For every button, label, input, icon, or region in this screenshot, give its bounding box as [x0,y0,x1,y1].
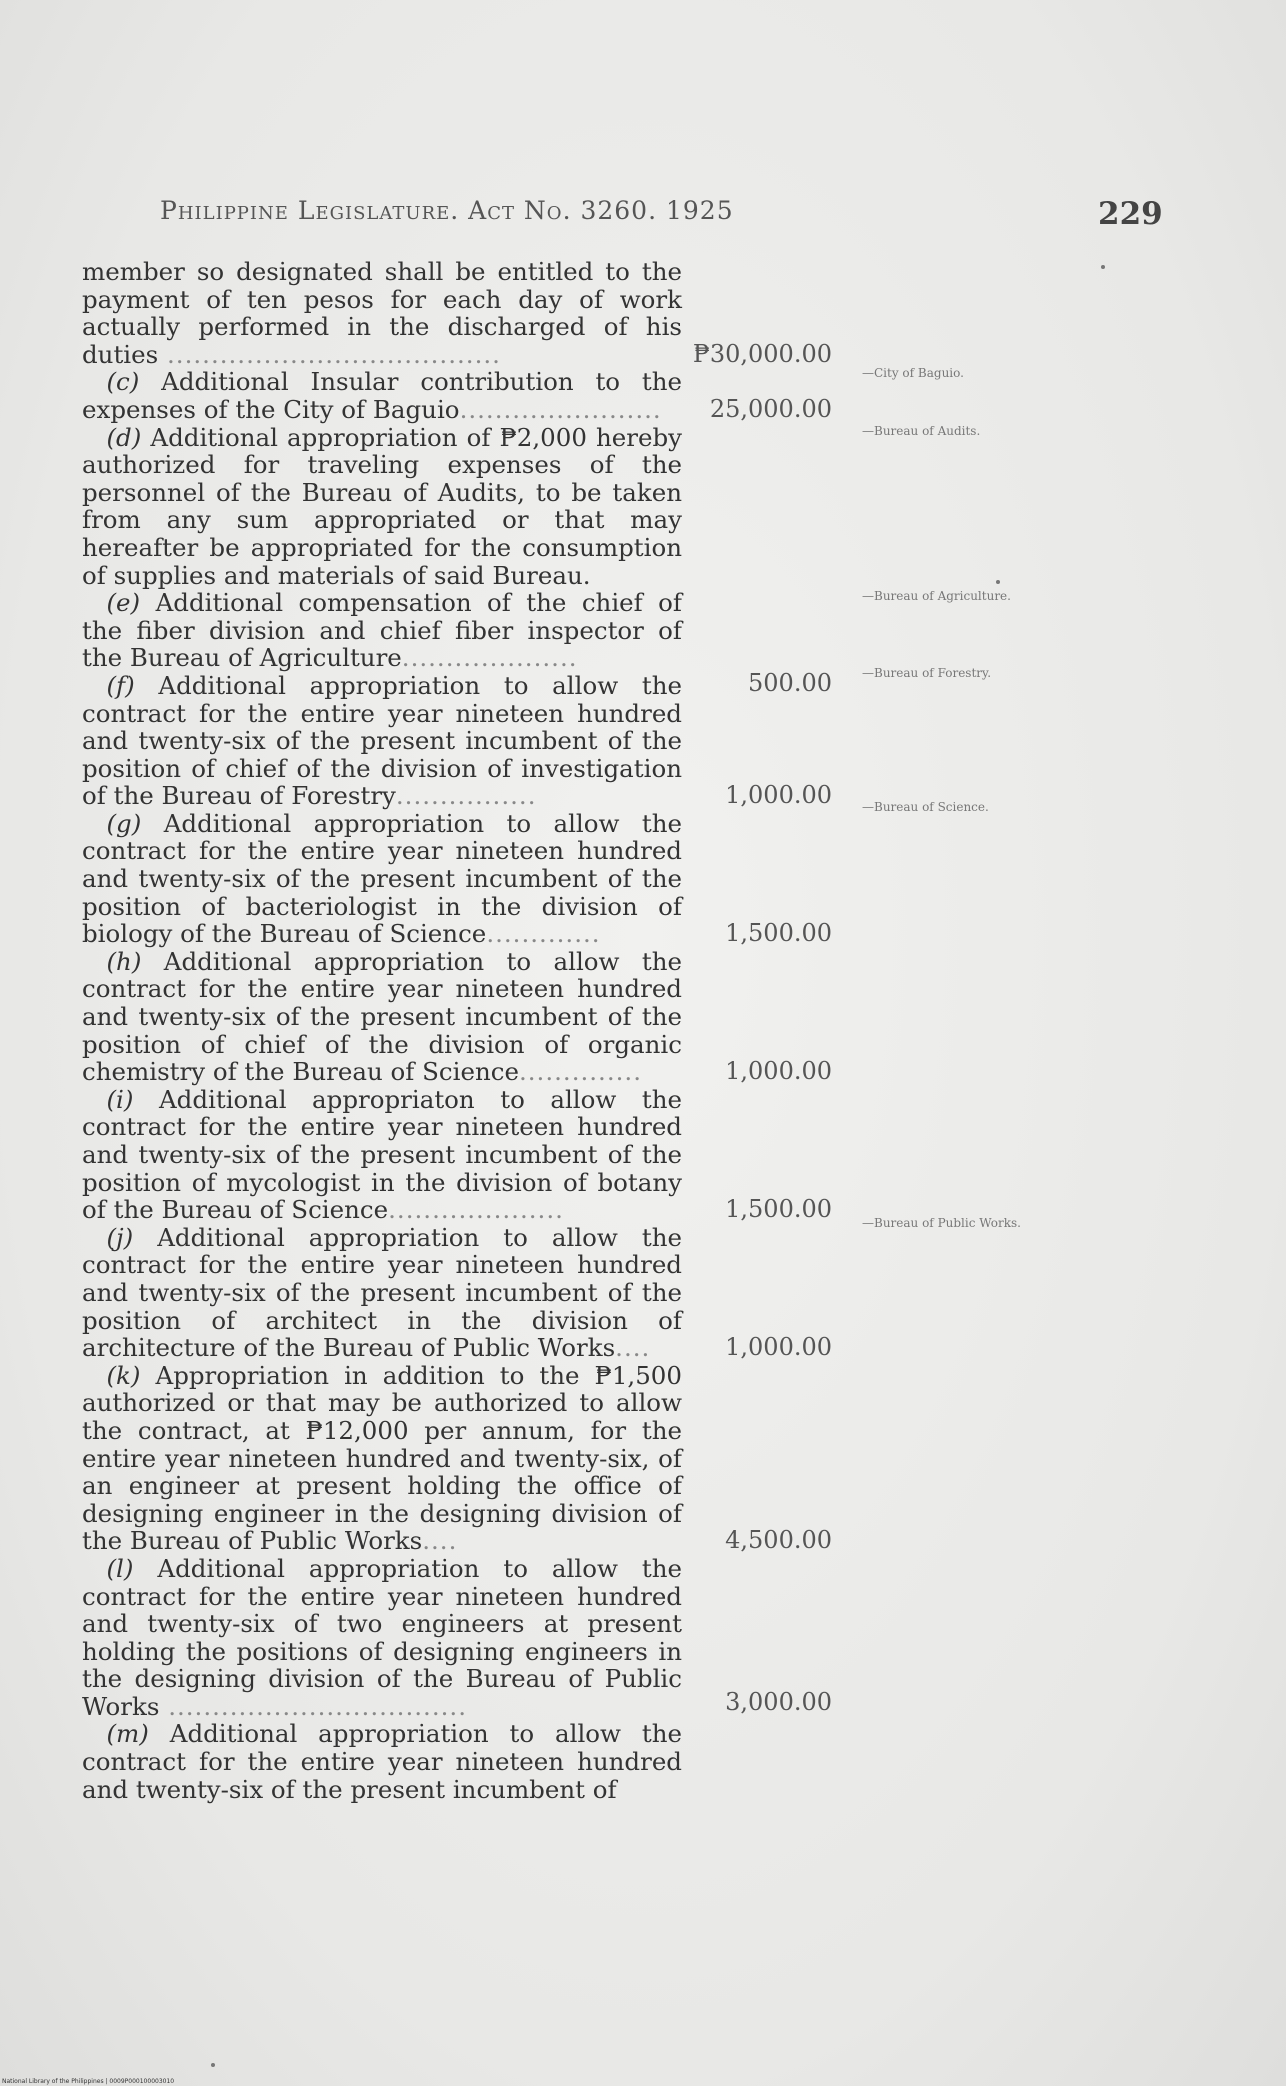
item-label: (l) [106,1553,134,1583]
appropriation-amount: 1,500.00 [725,1195,832,1224]
paragraph-text: member so designated shall be entitled to the payment of ten pesos for each day of work actually performed in the discharged of his duties [82,257,682,369]
appropriation-amount: 25,000.00 [709,394,832,423]
appropriation-amount: ₱30,000.00 [692,339,832,368]
item-label: (e) [106,588,141,618]
running-header: Philippine Legislature. Act No. 3260. 1925 [160,196,734,225]
paragraph-c [82,368,1212,423]
appropriation-amount: 1,000.00 [725,1057,832,1086]
paragraph-text: Additional Insular contribution to the expenses of the City of Baguio [82,367,682,424]
paragraph-d [82,424,1212,590]
appropriation-amount: 500.00 [748,669,832,698]
leader-dots: .... [615,1333,651,1363]
page-number: 229 [1098,196,1163,232]
paragraph-h [82,948,1212,1086]
paragraph-text: Additional appropriation to allow the contract for the entire year nineteen hundred and twenty-six of the present incumbent of [82,1719,683,1804]
paragraph-j [82,1215,1212,1363]
paragraph-text: Additional appropriation to allow the contract for the entire year nineteen hundred and twenty-six of two engineers at present holding the positions of designing engineers in the designing division of the Bureau of Public Works [82,1553,682,1721]
paragraph-text: Additional appropriation to allow the contract for the entire year nineteen hundred and twenty-six of the present incumbent of the position of chief of the division of organic chemistry of the Bureau of Science [82,946,682,1087]
leader-dots: .... [422,1526,458,1556]
item-label: (g) [106,808,142,838]
item-label: (h) [106,946,142,976]
item-label: (f) [106,670,135,700]
paragraph-i [82,1086,1212,1224]
leader-dots: .............. [518,1057,642,1087]
paragraph-f [82,665,1212,811]
scan-footer: National Library of the Philippines | 0009P000100003010 [2,2078,175,2085]
margin-note: —Bureau of Audits. [862,423,981,438]
leader-dots: .................... [401,643,578,673]
paragraph-g [82,799,1212,949]
margin-note: —Bureau of Forestry. [862,665,992,680]
paragraph-m [82,1720,1212,1803]
paragraph-text: Appropriation in addition to the ₱1,500 authorized or that may be authorized to allow the contract, at ₱12,000 per annum, for the entire year nineteen hundred and twenty-six, of an engineer at present holding the office of designing engineer in the designing division of the Bureau of Public Works [82,1360,682,1556]
paragraph-text: Additional appropriation to allow the contract for the entire year nineteen hundred and twenty-six of the present incumbent of the position of chief of the division of investigation of the Bureau of Forestry [82,670,682,811]
leader-dots: ....................... [459,394,662,424]
item-label: (c) [106,367,140,397]
appropriation-amount: 3,000.00 [725,1687,832,1716]
paragraph-text: Additional appropriation of ₱2,000 hereby authorized for traveling expenses of the personnel of the Bureau of Audits, to be taken from any sum appropriated or that may hereafter be appropriated for the consumption of supplies and materials of said Bureau. [82,422,682,590]
appropriation-amount: 1,000.00 [725,1333,832,1362]
item-label: (k) [106,1360,141,1390]
leader-dots: .................... [388,1195,564,1225]
appropriation-amount: 1,500.00 [725,919,832,948]
margin-note: —Bureau of Agriculture. [862,589,1011,604]
page-body [82,258,1212,1803]
paragraph-text: Additional appropriation to allow the contract for the entire year nineteen hundred and twenty-six of the present incumbent of the position of architect in the division of architecture of the Bureau of Public Works [82,1222,682,1363]
appropriation-amount: 1,000.00 [725,781,832,810]
paragraph-text: Additional compensation of the chief of the fiber division and chief fiber inspector of the Bureau of Agriculture [82,588,682,673]
paragraph-text: Additional appropriaton to allow the contract for the entire year nineteen hundred and twenty-six of the present incumbent of the position of mycologist in the division of botany of the Bureau of Science [82,1084,682,1225]
leader-dots: ................ [395,781,537,811]
leader-dots: ............. [486,919,601,949]
item-label: (i) [106,1084,134,1114]
appropriation-amount: 4,500.00 [725,1526,832,1555]
paragraph-k [82,1362,1212,1555]
leader-dots: .................................. [159,1691,467,1721]
scan-speck [1101,265,1105,269]
paragraph-l [82,1555,1212,1721]
item-label: (m) [106,1719,149,1749]
scan-speck [996,580,1000,584]
leader-dots: ...................................... [158,339,501,369]
item-label: (d) [106,422,142,452]
item-label: (j) [106,1222,134,1252]
margin-note: —Bureau of Science. [862,799,989,814]
margin-note: —Bureau of Public Works. [862,1215,1021,1230]
paragraph-text: Additional appropriation to allow the contract for the entire year nineteen hundred and twenty-six of the present incumbent of the position of bacteriologist in the division of biology of the Bureau of Science [82,808,682,949]
margin-note: —City of Baguio. [862,366,964,381]
scan-speck [211,2063,215,2067]
paragraph-a [82,258,1212,368]
